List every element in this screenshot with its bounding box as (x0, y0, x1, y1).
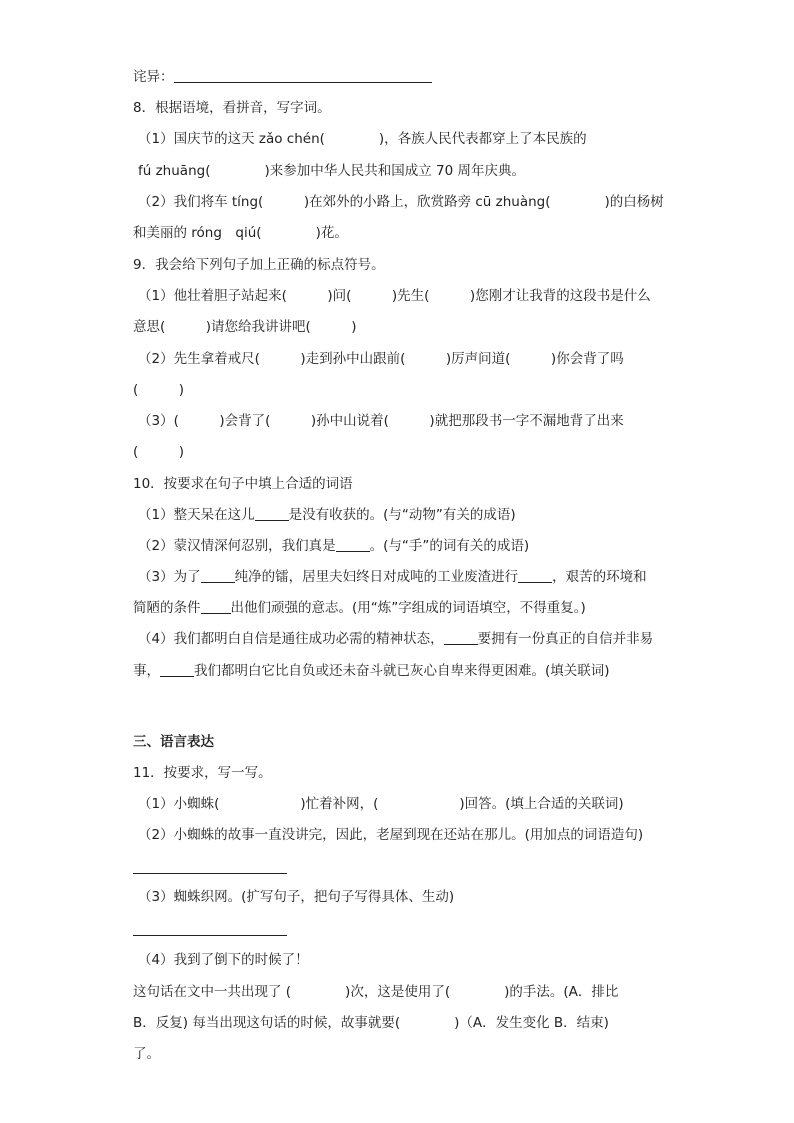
answer-blank[interactable] (444, 630, 478, 645)
q11-title: 11．按要求，写一写。 (133, 765, 272, 781)
q9-line-2: 意思( )请您给我讲讲吧( ) (133, 319, 357, 335)
q10-title: 10．按要求在句子中填上合适的词语 (133, 476, 353, 492)
q9-line-6: ( ) (133, 444, 185, 460)
q10-line-2: （2）蒙汉情深何忍别，我们真是 。(与“手”的词有关的成语) (138, 538, 530, 554)
answer-line[interactable] (133, 935, 287, 936)
q9-line-5: （3）( )会背了( )孙中山说着( )就把那段书一字不漏地背了出来 (138, 413, 624, 429)
q9-title: 9．我会给下列句子加上正确的标点符号。 (133, 257, 385, 273)
answer-blank[interactable] (518, 568, 552, 583)
q9-line-3: （2）先生拿着戒尺( )走到孙中山跟前( )厉声问道( )你会背了吗 (138, 351, 624, 367)
q11-line-6: B．反复) 每当出现这句话的时候，故事就要( )（A．发生变化 B．结束) (133, 1015, 609, 1031)
q11-line-3: （3）蜘蛛织网。(扩写句子，把句子写得具体、生动) (138, 889, 455, 905)
q11-line-7: 了。 (133, 1046, 160, 1062)
answer-blank[interactable] (201, 568, 235, 583)
q8-line-2: fú zhuāng( )来参加中华人民共和国成立 70 周年庆典。 (138, 163, 525, 179)
q11-line-2: （2）小蜘蛛的故事一直没讲完，因此，老屋到现在还站在那儿。(用加点的词语造句) (138, 827, 644, 843)
q10-line-1: （1）整天呆在这儿 是没有收获的。(与“动物”有关的成语) (138, 507, 516, 523)
answer-blank[interactable] (174, 68, 432, 83)
q11-line-5: 这句话在文中一共出现了 ( )次，这是使用了( )的手法。(A．排比 (133, 984, 619, 1000)
q10-line-4: 简陋的条件 出他们顽强的意志。(用“炼”字组成的词语填空，不得重复。) (133, 600, 586, 616)
q8-line-3: （2）我们将车 tíng( )在郊外的小路上，欣赏路旁 cū zhuàng( )的白杨树 (138, 194, 664, 210)
q10-line-3: （3）为了 纯净的镭，居里夫妇终日对成吨的工业废渣进行 ，艰苦的环境和 (138, 569, 647, 585)
q8-line-1: （1）国庆节的这天 zǎo chén( )，各族人民代表都穿上了本民族的 (138, 131, 587, 147)
q11-line-1: （1）小蜘蛛( )忙着补网，( )回答。(填上合适的关联词) (138, 796, 624, 812)
q9-line-1: （1）他壮着胆子站起来( )问( )先生( )您刚才让我背的这段书是什么 (138, 288, 651, 304)
q11-line-4: （4）我到了倒下的时候了！ (138, 952, 309, 968)
answer-line[interactable] (133, 873, 287, 874)
line-0: 诧异： (133, 68, 432, 86)
answer-blank[interactable] (201, 599, 231, 614)
answer-blank[interactable] (160, 662, 194, 677)
q8-title: 8．根据语境，看拼音，写字词。 (133, 100, 331, 116)
section-title: 三、语言表达 (133, 734, 214, 750)
q8-line-4: 和美丽的 róng qiú( )花。 (133, 225, 348, 241)
answer-blank[interactable] (336, 537, 370, 552)
q10-line-5: （4）我们都明白自信是通往成功必需的精神状态， 要拥有一份真正的自信并非易 (138, 631, 654, 647)
q10-line-6: 事， 我们都明白它比自负或还未奋斗就已灰心自卑来得更困难。(填关联词) (133, 663, 610, 679)
answer-blank[interactable] (255, 506, 289, 521)
q9-line-4: ( ) (133, 382, 185, 398)
